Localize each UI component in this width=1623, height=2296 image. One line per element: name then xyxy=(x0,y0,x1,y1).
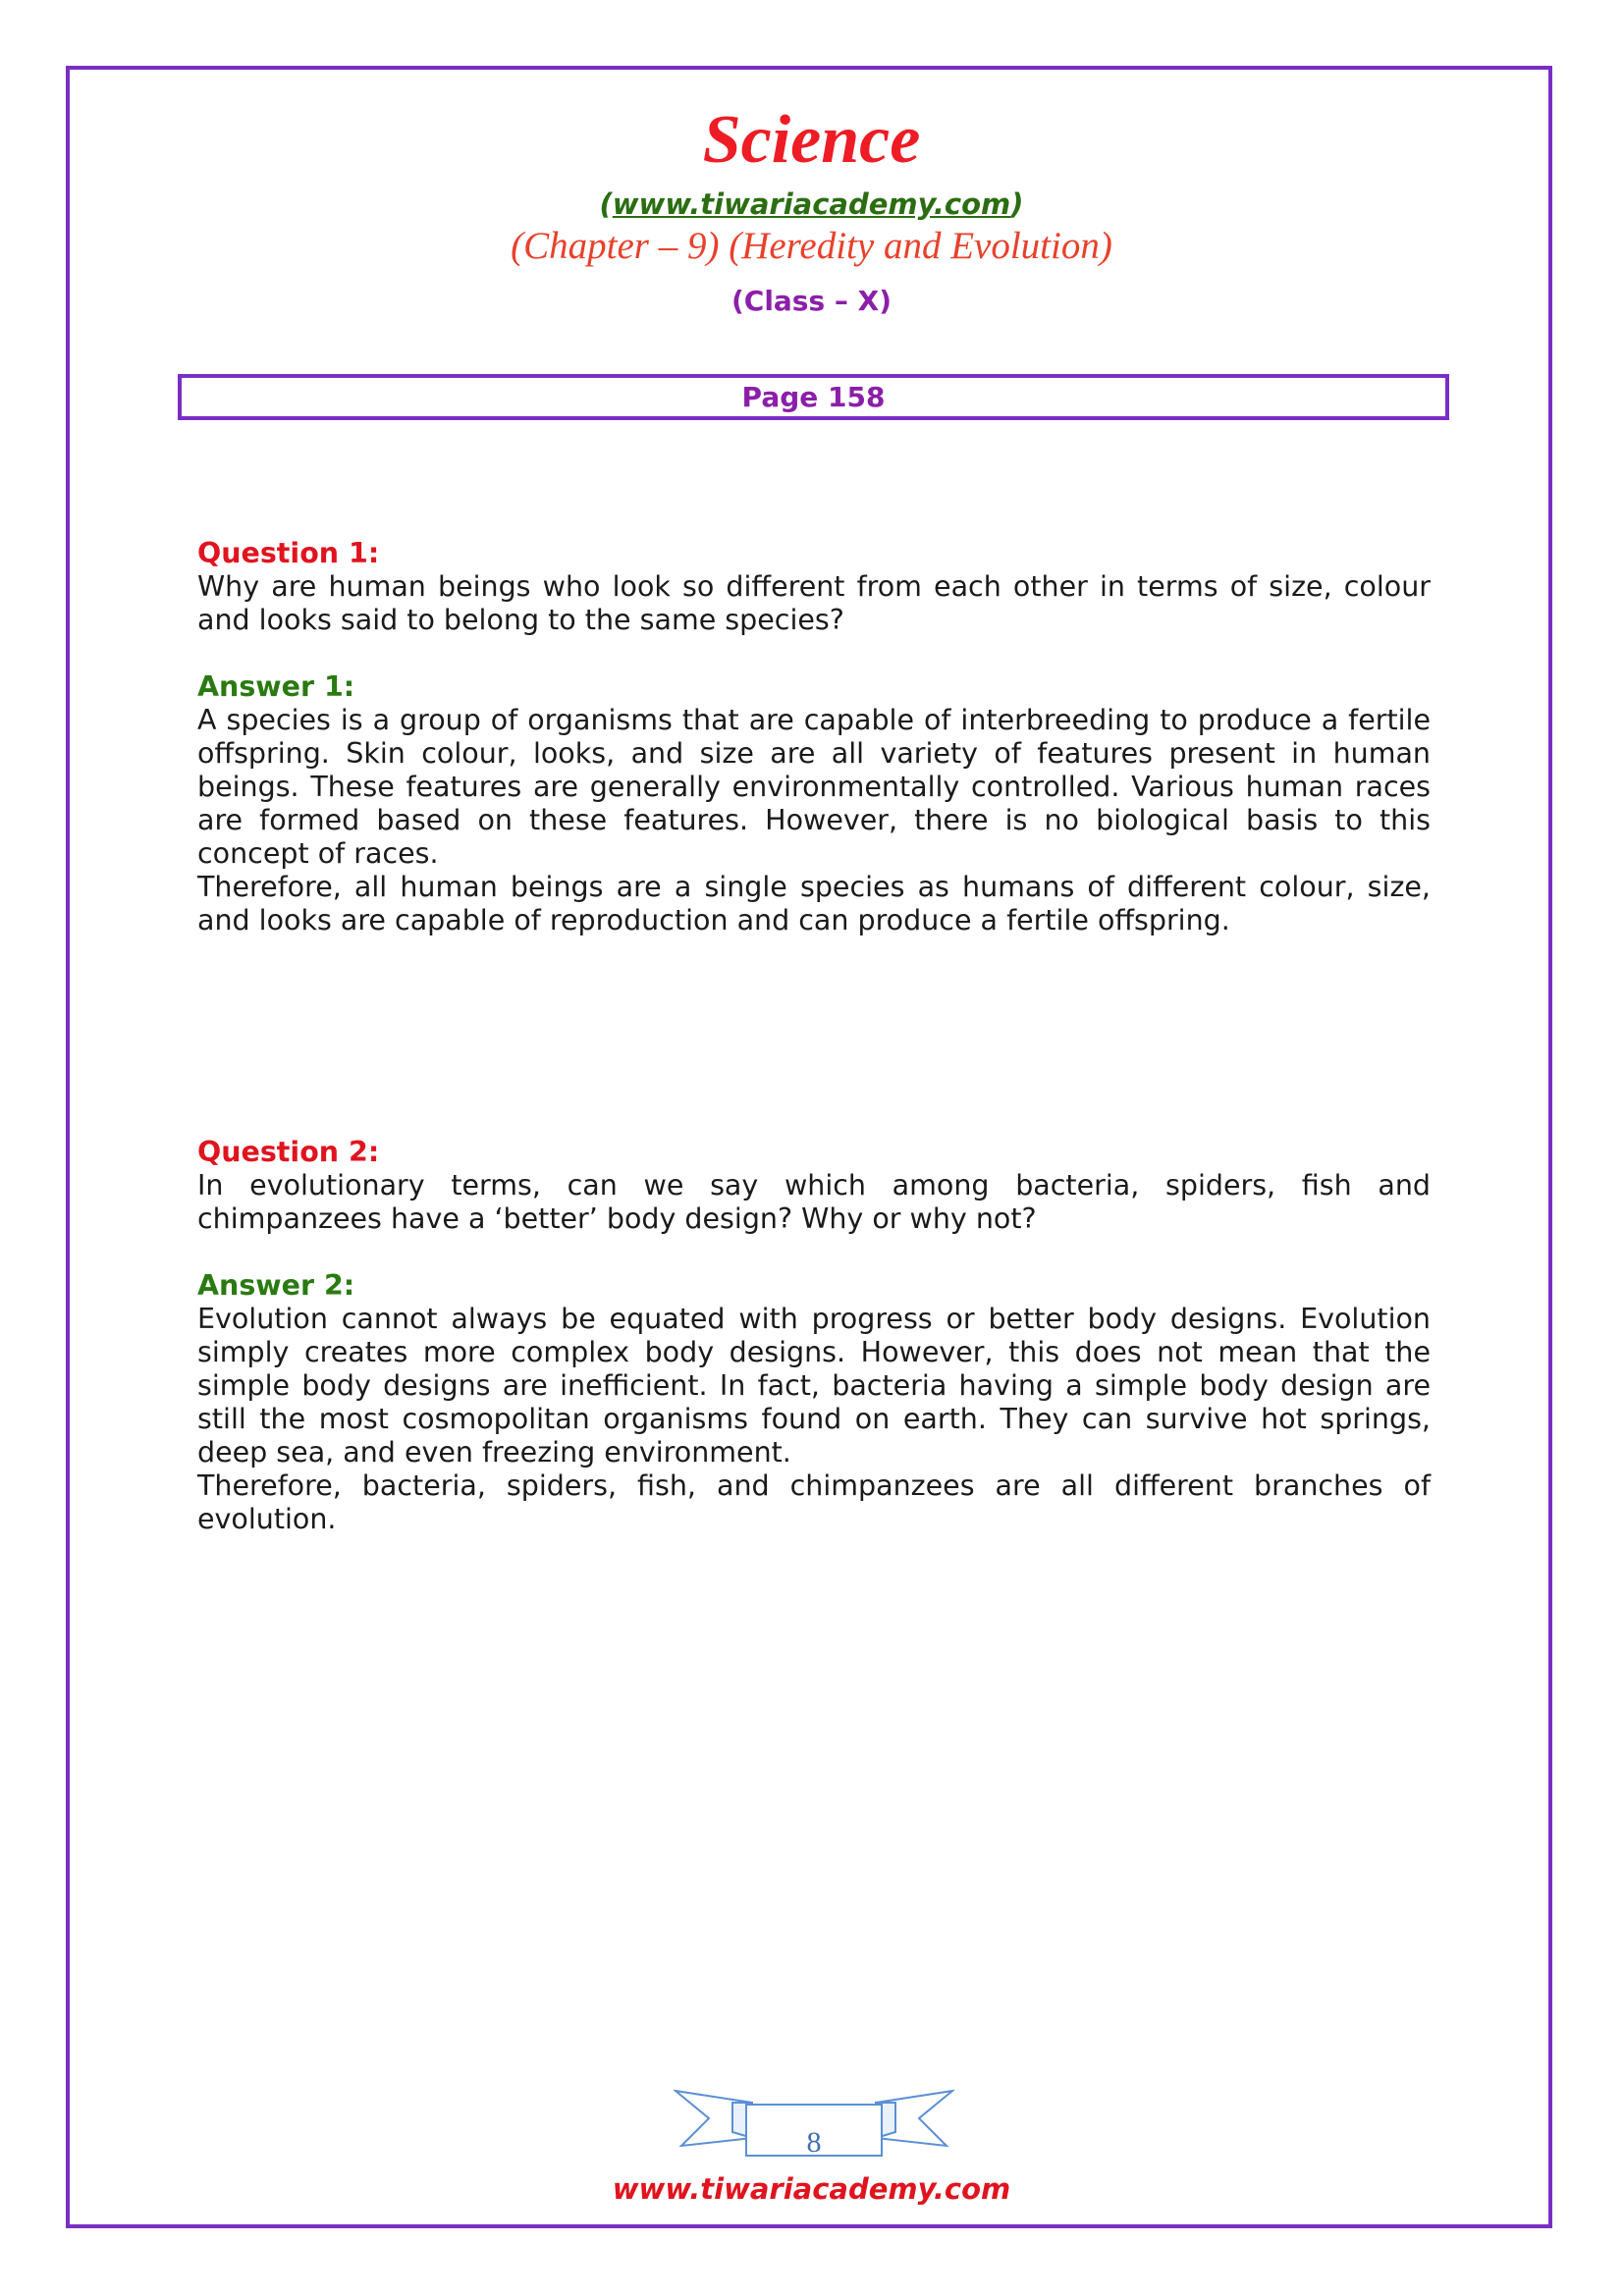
page-number: 8 xyxy=(806,2126,822,2159)
question-2-text: In evolutionary terms, can we say which among bacteria, spiders, fish and chimpanzees have a ‘better’ body design? Why or why not? xyxy=(197,1169,1431,1235)
document-title: Science xyxy=(702,102,921,178)
page-label-box: Page 158 xyxy=(178,374,1449,420)
answer-2-block xyxy=(197,1269,1431,1536)
answer-2-paragraph-2: Therefore, bacteria, spiders, fish, and chimpanzees are all different branches of evolution. xyxy=(197,1469,1431,1535)
question-1-block xyxy=(197,537,1431,637)
question-2-label: Question 2: xyxy=(197,1136,380,1168)
answer-1-block xyxy=(197,670,1431,871)
question-1-label: Question 1: xyxy=(197,537,380,569)
answer-1-label: Answer 1: xyxy=(197,670,355,703)
header-website-link[interactable]: www.tiwariacademy.com xyxy=(612,187,1011,221)
answer-2-label: Answer 2: xyxy=(197,1269,355,1302)
answer-1-paragraph-1: A species is a group of organisms that are capable of interbreeding to produce a fertile offspring. Skin colour, looks, and size are all variety of features present in human beings. These features are generally environmentally controlled. Various human races are formed based on these features. However, there is no biological basis to this concept of races. xyxy=(197,704,1431,870)
header-website-open-paren: ( xyxy=(599,187,613,221)
footer-website-link[interactable]: www.tiwariacademy.com xyxy=(612,2172,1011,2206)
header-website-close-paren: ) xyxy=(1010,187,1024,221)
header-website xyxy=(0,185,1623,224)
question-2-block xyxy=(197,1136,1431,1236)
question-1-text: Why are human beings who look so different from each other in terms of size, colour and looks said to belong to the same species? xyxy=(197,570,1431,636)
class-label: (Class – X) xyxy=(730,285,893,317)
answer-2-paragraph-1: Evolution cannot always be equated with progress or better body designs. Evolution simply creates more complex body designs. However, this does not mean that the simple body designs are inefficient. In fact, bacteria having a simple body design are still the most cosmopolitan organisms found on earth. They can survive hot springs, deep sea, and even freezing environment. xyxy=(197,1303,1431,1468)
chapter-title: (Chapter – 9) (Heredity and Evolution) xyxy=(511,225,1112,267)
answer-1-paragraph-2: Therefore, all human beings are a single species as humans of different colour, size, and looks are capable of reproduction and can produce a fertile offspring. xyxy=(197,871,1431,936)
answer-1-paragraph-2-block xyxy=(197,871,1431,937)
